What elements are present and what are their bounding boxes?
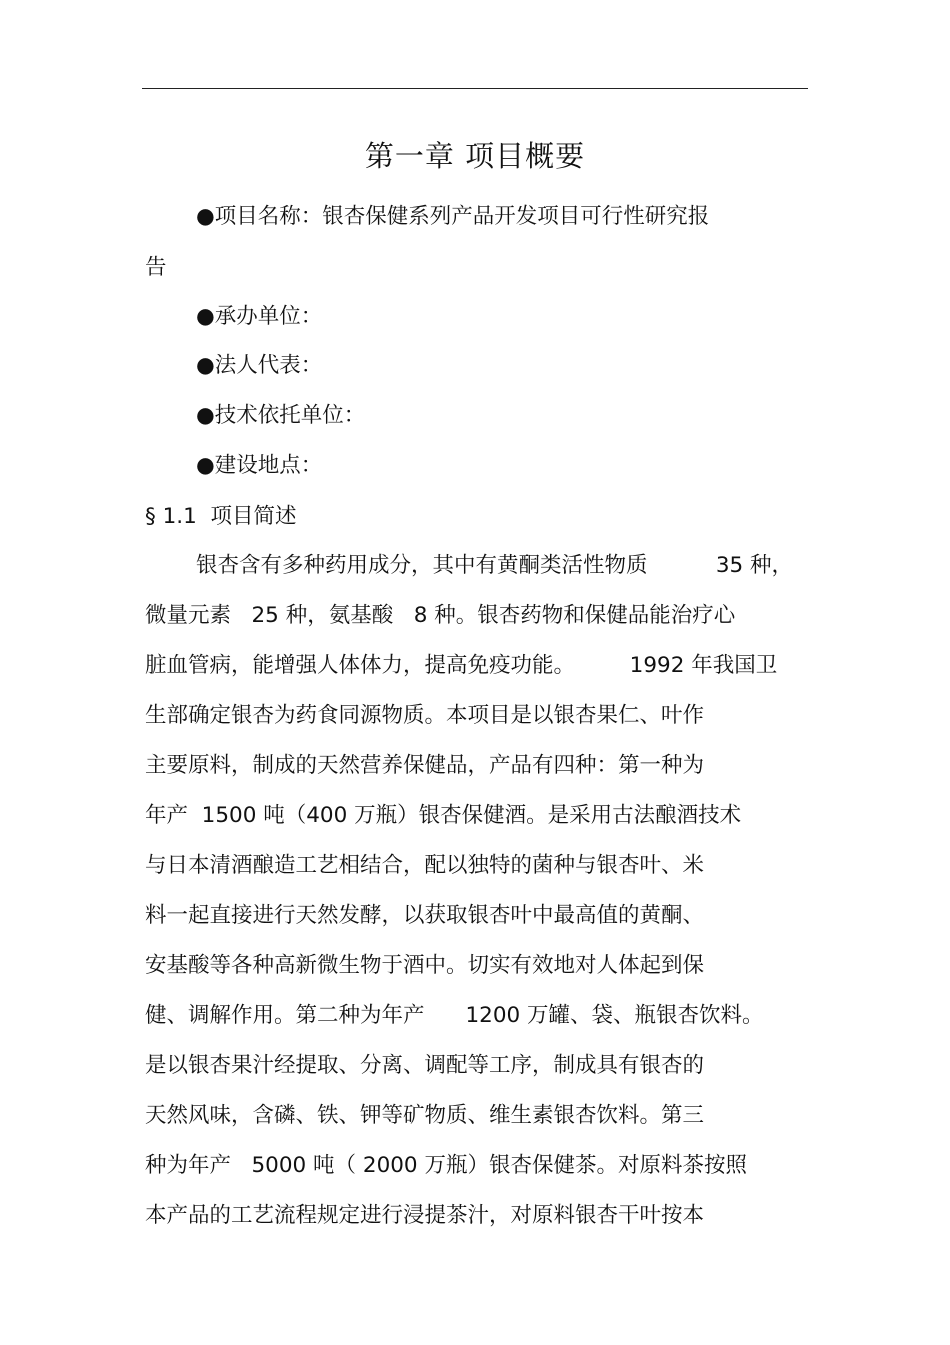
body-line: 年产 1500 吨（400 万瓶）银杏保健酒。是采用古法酿酒技术 bbox=[145, 803, 742, 828]
body-line: 生部确定银杏为药食同源物质。本项目是以银杏果仁、叶作 bbox=[145, 703, 705, 728]
body-line: 种为年产 5000 吨（ 2000 万瓶）银杏保健茶。对原料茶按照 bbox=[145, 1153, 747, 1178]
body-line: 健、调解作用。第二种为年产 1200 万罐、袋、瓶银杏饮料。 bbox=[145, 1003, 764, 1028]
header-rule bbox=[142, 88, 808, 89]
body-line: 脏血管病，能增强人体体力，提高免疫功能。 1992 年我国卫 bbox=[145, 653, 778, 678]
body-line: 本产品的工艺流程规定进行浸提茶汁，对原料银杏干叶按本 bbox=[145, 1203, 705, 1228]
info-construction-location: ●建设地点： bbox=[196, 453, 323, 478]
body-line: 是以银杏果汁经提取、分离、调配等工序，制成具有银杏的 bbox=[145, 1053, 705, 1078]
info-organizer: ●承办单位： bbox=[196, 304, 323, 329]
info-project-name-continuation: 告 bbox=[145, 255, 167, 280]
body-line: 主要原料，制成的天然营养保健品，产品有四种：第一种为 bbox=[145, 753, 705, 778]
body-line: 安基酸等各种高新微生物于酒中。切实有效地对人体起到保 bbox=[145, 953, 705, 978]
body-line: 与日本清酒酿造工艺相结合，配以独特的菌种与银杏叶、米 bbox=[145, 853, 705, 878]
info-technical-unit: ●技术依托单位： bbox=[196, 403, 366, 428]
body-line: 天然风味，含磷、铁、钾等矿物质、维生素银杏饮料。第三 bbox=[145, 1103, 705, 1128]
info-project-name: ●项目名称：银杏保健系列产品开发项目可行性研究报 bbox=[196, 204, 710, 229]
body-line: 料一起直接进行天然发酵，以获取银杏叶中最高值的黄酮、 bbox=[145, 903, 705, 928]
chapter-title: 第一章 项目概要 bbox=[364, 139, 586, 173]
body-line: 银杏含有多种药用成分，其中有黄酮类活性物质 35 种， bbox=[196, 553, 794, 578]
body-line: 微量元素 25 种，氨基酸 8 种。银杏药物和保健品能治疗心 bbox=[145, 603, 736, 628]
info-legal-representative: ●法人代表： bbox=[196, 353, 323, 378]
section-heading: § 1.1 项目简述 bbox=[145, 504, 297, 529]
